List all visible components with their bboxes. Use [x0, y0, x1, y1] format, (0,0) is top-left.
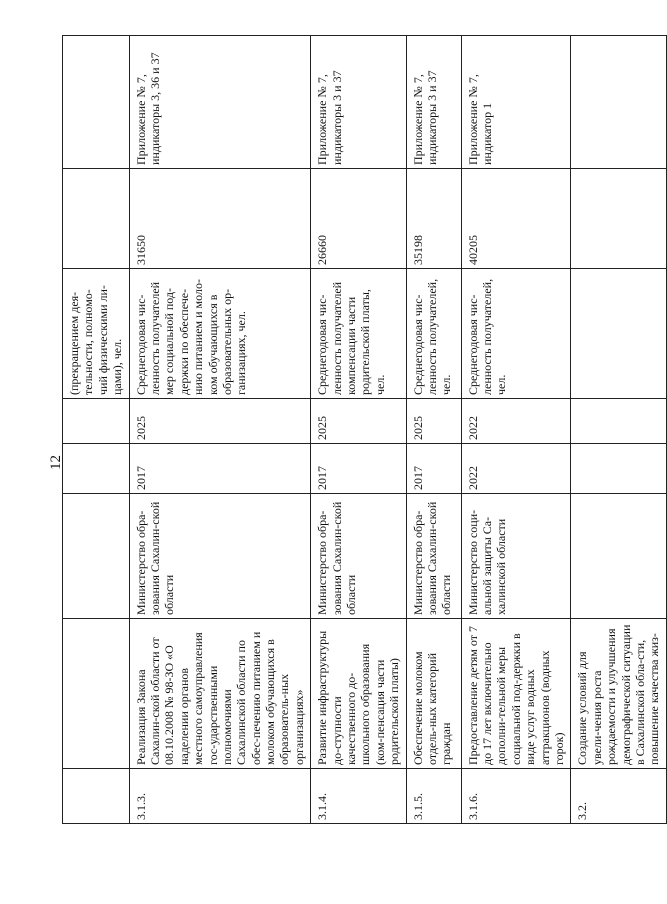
page-number: 12: [48, 455, 64, 470]
cell-value: 31650: [129, 169, 311, 269]
table-row: [406, 36, 461, 824]
cell-note: [63, 36, 130, 169]
cell-end: 2025: [129, 399, 311, 444]
cell-measure: Реализация Закона Сахалин-ской области от 08.10.2008 № 98-ЗО «О наделении органов местного самоуправления гос-ударственными полномочиями Сахалинской области по обес-печению питанием и молоком обучающихся в образователь-ных организациях»: [129, 619, 311, 769]
cell-end: 2025: [311, 399, 406, 444]
cell-value: 26660: [311, 169, 406, 269]
cell-start: [63, 444, 130, 494]
cell-executor: [571, 494, 666, 619]
cell-indicator: Среднегодовая чис-ленность получателей, чел.: [461, 269, 571, 399]
cell-start: 2017: [129, 444, 311, 494]
cell-no: 3.1.4.: [311, 769, 406, 824]
cell-note: [571, 36, 666, 169]
cell-executor: [63, 494, 130, 619]
cell-start: 2017: [311, 444, 406, 494]
table-row: [311, 36, 406, 824]
cell-value: [571, 169, 666, 269]
cell-executor: Министерство обра-зования Сахалин-ской области: [311, 494, 406, 619]
cell-no: 3.1.5.: [406, 769, 461, 824]
cell-note: Приложение № 7, индикаторы 3 и 37: [406, 36, 461, 169]
table-row: [63, 36, 130, 824]
cell-end: 2022: [461, 399, 571, 444]
cell-indicator: Среднегодовая чис-ленность получателей, чел.: [406, 269, 461, 399]
cell-note: Приложение № 7, индикатор 1: [461, 36, 571, 169]
cell-note: Приложение № 7, индикаторы 3 и 37: [311, 36, 406, 169]
cell-indicator: Среднегодовая чис-ленность получателей мер социальной под-держки по обеспече-нию питанием и моло-ком обучающихся в образовательных ор-ганизациях, чел.: [129, 269, 311, 399]
cell-end: 2025: [406, 399, 461, 444]
cell-measure: Обеспечение молоком отдель-ных категорий граждан: [406, 619, 461, 769]
cell-no: 3.1.6.: [461, 769, 571, 824]
table-row: [571, 36, 666, 824]
cell-executor: Министерство соци-альной защиты Са-халинской области: [461, 494, 571, 619]
cell-indicator: Среднегодовая чис-ленность получателей компенсации части родительской платы, чел.: [311, 269, 406, 399]
cell-measure: Предоставление детям от 7 до 17 лет включительно дополни-тельной меры социальной под-держки в виде услуг водных аттракционов (водных горок): [461, 619, 571, 769]
cell-no: [63, 769, 130, 824]
program-table: [62, 35, 667, 824]
cell-value: [63, 169, 130, 269]
cell-end: [63, 399, 130, 444]
cell-executor: Министерство обра-зования Сахалин-ской области: [406, 494, 461, 619]
cell-note: Приложение № 7, индикаторы 3, 36 и 37: [129, 36, 311, 169]
cell-no: 3.2.: [571, 769, 666, 824]
cell-value: 35198: [406, 169, 461, 269]
cell-measure: Развитие инфраструктуры до-ступности качественного до-школьного образования (ком-пенсация части родительской платы): [311, 619, 406, 769]
cell-no: 3.1.3.: [129, 769, 311, 824]
cell-measure: [63, 619, 130, 769]
cell-indicator: [571, 269, 666, 399]
cell-measure: Создание условий для увели-чения роста рождаемости и улучшения демографической ситуации в Сахалинской обла-сти, повышение качества жиз-: [571, 619, 666, 769]
table-row: [129, 36, 311, 824]
cell-start: [571, 444, 666, 494]
table-row: [461, 36, 571, 824]
cell-end: [571, 399, 666, 444]
cell-start: 2017: [406, 444, 461, 494]
cell-value: 40205: [461, 169, 571, 269]
cell-indicator: (прекращением дея-тельности, полномо-чий физическими ли-цами), чел.: [63, 269, 130, 399]
cell-executor: Министерство обра-зования Сахалин-ской области: [129, 494, 311, 619]
cell-start: 2022: [461, 444, 571, 494]
